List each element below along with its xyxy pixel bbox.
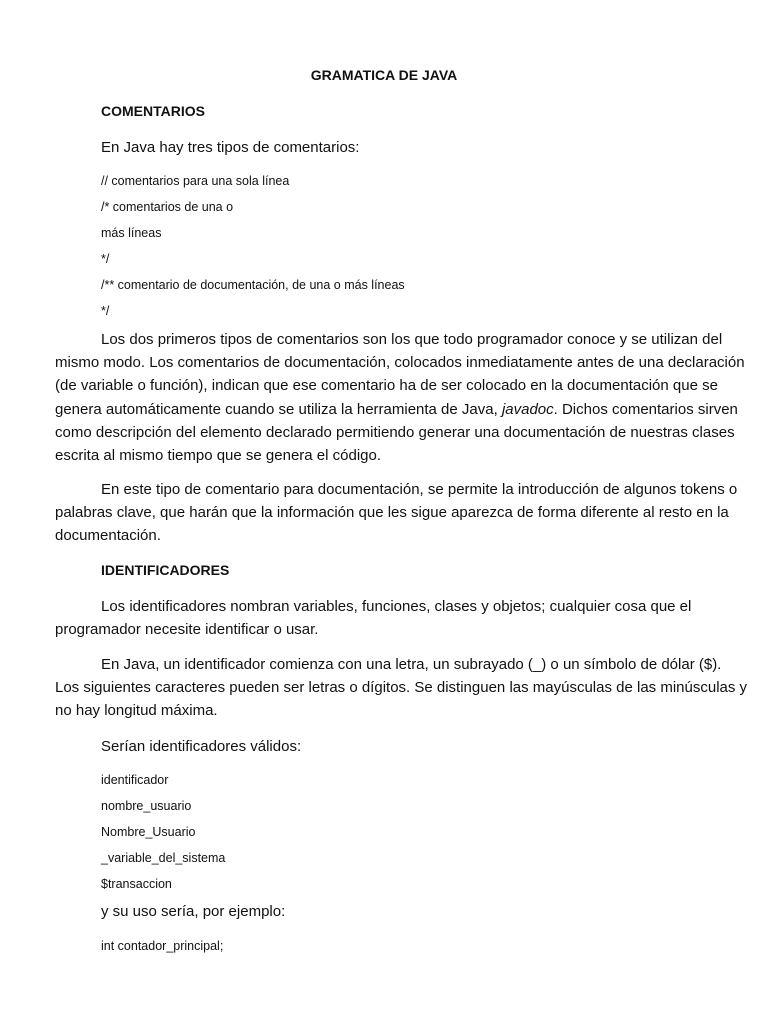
valid-identifiers-intro: Serían identificadores válidos:: [101, 738, 302, 755]
code-line: /** comentario de documentación, de una o más líneas: [101, 278, 405, 292]
paragraph-text: genera automáticamente cuando se utiliza la herramienta de Java,: [55, 400, 502, 418]
paragraph-line: programador necesite identificar o usar.: [55, 621, 319, 639]
paragraph-line: como descripción del elemento declarado permitiendo generar una documentación de nuestras clases: [55, 423, 735, 441]
code-line: más líneas: [101, 226, 162, 240]
comentarios-paragraph-1: [55, 328, 745, 467]
paragraph-line: mismo modo. Los comentarios de documentación, colocados inmediatamente antes de una declaración: [55, 354, 745, 372]
usage-example: int contador_principal;: [101, 939, 224, 953]
paragraph-line: Los dos primeros tipos de comentarios son los que todo programador conoce y se utilizan del: [101, 331, 723, 348]
identifier-example: nombre_usuario: [101, 799, 192, 813]
paragraph-text: . Dichos comentarios sirven: [553, 400, 738, 418]
paragraph-line: (de variable o función), indican que ese comentario ha de ser colocado en la documentación que se: [55, 377, 718, 395]
usage-intro: y su uso sería, por ejemplo:: [101, 903, 286, 920]
identifier-example: Nombre_Usuario: [101, 825, 196, 839]
paragraph-line: En este tipo de comentario para documentación, se permite la introducción de algunos tokens o: [101, 481, 738, 498]
section-heading-identificadores: IDENTIFICADORES: [101, 562, 230, 578]
comentarios-intro: En Java hay tres tipos de comentarios:: [101, 139, 360, 156]
paragraph-line: palabras clave, que harán que la información que les sigue aparezca de forma diferente al resto en la: [55, 504, 729, 522]
paragraph-line: documentación.: [55, 527, 161, 545]
code-line: */: [101, 252, 110, 266]
code-line: /* comentarios de una o: [101, 200, 234, 214]
paragraph-line: no hay longitud máxima.: [55, 702, 218, 720]
paragraph-line: Los siguientes caracteres pueden ser letras o dígitos. Se distinguen las mayúsculas de las minúsculas y: [55, 679, 748, 697]
code-line: // comentarios para una sola línea: [101, 174, 290, 188]
identifier-example: $transaccion: [101, 877, 172, 891]
identifier-example: _variable_del_sistema: [101, 851, 226, 865]
code-line: */: [101, 304, 110, 318]
identifier-example: identificador: [101, 773, 169, 787]
paragraph-line: Los identificadores nombran variables, funciones, clases y objetos; cualquier cosa que el: [101, 598, 692, 615]
paragraph-line: En Java, un identificador comienza con una letra, un subrayado (_) o un símbolo de dólar ($).: [101, 656, 722, 673]
identificadores-paragraph-2: [55, 653, 748, 723]
comentarios-paragraph-2: [55, 478, 738, 548]
document-title: GRAMATICA DE JAVA: [310, 67, 458, 83]
section-heading-comentarios: COMENTARIOS: [101, 103, 205, 119]
identificadores-paragraph-1: [55, 595, 715, 641]
javadoc-term: javadoc: [501, 400, 554, 418]
paragraph-line: [55, 398, 738, 421]
paragraph-line: escrita al mismo tiempo que se genera el código.: [55, 447, 382, 465]
